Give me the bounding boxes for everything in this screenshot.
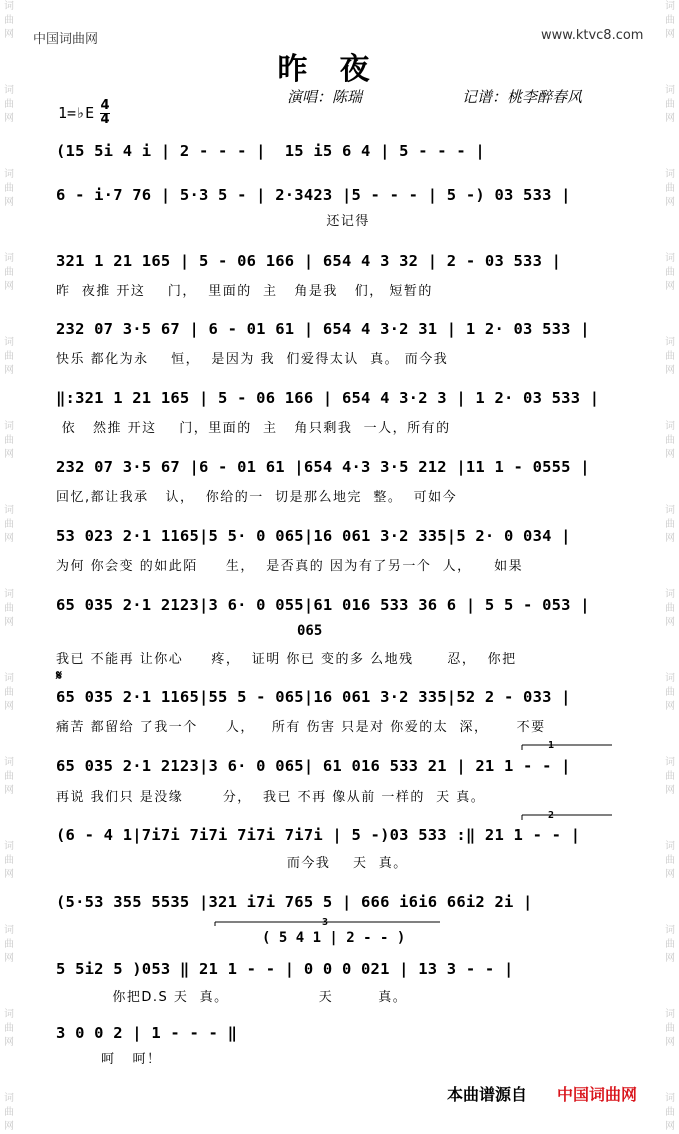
time-signature-bottom: 4 — [100, 112, 110, 127]
triplet-mark: 3 — [322, 917, 329, 928]
score-line-5: ‖:321 1 21 165 | 5 - 06 166 | 654 4 3·2 3 | 1 2· 03 533 | — [56, 389, 600, 407]
lyric-line-8: 我已 不能再 让你心 疼， 证明 你已 变的多 么地残 忍， 你把 — [56, 652, 517, 667]
lyric-line-3: 昨 夜推 开这 门， 里面的 主 角是我 们， 短暂的 — [56, 284, 433, 299]
score-line-4: 232 07 3·5 67 | 6 - 01 61 | 654 4 3·2 31 | 1 2· 03 533 | — [56, 320, 590, 338]
singer-credit: 演唱：陈瑞 — [287, 88, 363, 106]
score-line-12: (5·53 355 5535 |321 i7i 765 5 | 666 i6i6 66i2 2i | — [56, 893, 533, 911]
score-line-11: (6 - 4 1|7i7i 7i7i 7i7i 7i7i | 5 -)03 533 :‖ 21 1 - - | — [56, 826, 581, 844]
lyric-line-13: 你把D.S 天 真。 天 真。 — [56, 990, 408, 1005]
transcriber-credit: 记谱：桃李醉春风 — [462, 88, 583, 106]
lyric-line-11: 而今我 天 真。 — [56, 856, 408, 871]
watermark-right: 词 曲 网 词 曲 网 词 曲 网 词 曲 网 词 曲 网 词 曲 网 词 曲 网 词 曲 网 词 曲 网 词 曲 网 词 曲 网 词 曲 网 词 曲 网 词 曲 网 — [665, 1, 675, 1132]
site-url: www.ktvc8.com — [541, 28, 644, 43]
coda-sign: 𝄋 — [56, 668, 63, 684]
lyric-line-6: 回忆,都让我承 认， 你给的一 切是那么地完 整。 可如今 — [56, 490, 458, 505]
score-line-10: 65 035 2·1 2123|3 6· 0 065| 61 016 533 21 | 21 1 - - | — [56, 757, 571, 775]
site-name-header: 中国词曲网 — [33, 32, 99, 47]
volta-1-bracket — [522, 745, 612, 750]
score-line-7: 53 023 2·1 1165|5 5· 0 065|16 061 3·2 335|5 2· 0 034 | — [56, 527, 571, 545]
source-label: 本曲谱源自 — [447, 1085, 528, 1104]
song-title: 昨夜 — [277, 52, 402, 87]
volta-1-number: 1 — [548, 740, 555, 751]
time-signature-top: 4 — [100, 98, 110, 113]
lyric-line-2: 还记得 — [56, 214, 370, 229]
volta-2-number: 2 — [548, 810, 555, 821]
lyric-line-5: 依 然推 开这 门，里面的 主 角只剩我 一人，所有的 — [56, 421, 451, 436]
lyric-line-9: 痛苦 都留给 了我一个 人， 所有 伤害 只是对 你爱的太 深， 不要 — [56, 720, 546, 735]
score-line-9: 65 035 2·1 1165|55 5 - 065|16 061 3·2 335|52 2 - 033 | — [56, 688, 571, 706]
watermark-left: 词 曲 网 词 曲 网 词 曲 网 词 曲 网 词 曲 网 词 曲 网 词 曲 网 词 曲 网 词 曲 网 词 曲 网 词 曲 网 词 曲 网 词 曲 网 词 曲 网 — [4, 1, 14, 1132]
harmony-notes: 065 — [297, 623, 323, 639]
score-line-6: 232 07 3·5 67 |6 - 01 61 |654 4·3 3·5 212 |11 1 - 0555 | — [56, 458, 590, 476]
lyric-line-10: 再说 我们只 是没缘 分， 我已 不再 像从前 一样的 天 真。 — [56, 790, 486, 805]
score-line-2: 6 - i·7 76 | 5·3 5 - | 2·3423 |5 - - - | 5 -) 03 533 | — [56, 186, 571, 204]
score-line-13: 5 5i2 5 )053 ‖ 21 1 - - | 0 0 0 021 | 13 3 - - | — [56, 960, 514, 978]
volta-2-bracket — [522, 815, 612, 820]
source-site-link[interactable]: 中国词曲网 — [557, 1085, 638, 1104]
score-line-3: 321 1 21 165 | 5 - 06 166 | 654 4 3 32 | 2 - 03 533 | — [56, 252, 562, 270]
score-line-8: 65 035 2·1 2123|3 6· 0 055|61 016 533 36 6 | 5 5 - 053 | — [56, 596, 590, 614]
lyric-line-7: 为何 你会变 的如此陌 生， 是否真的 因为有了另一个 人， 如果 — [56, 559, 524, 574]
score-line-14: 3 0 0 2 | 1 - - - ‖ — [56, 1024, 238, 1042]
bass-bracket — [215, 922, 440, 926]
bass-line: ( 5 4 1 | 2 - - ) — [262, 930, 406, 946]
lyric-line-14: 呵 呵！ — [56, 1052, 162, 1067]
lyric-line-4: 快乐 都化为永 恒， 是因为 我 们爱得太认 真。 而今我 — [56, 352, 449, 367]
key-signature: 1=♭E — [58, 104, 95, 122]
score-line-1: (15 5i 4 i | 2 - - - | 15 i5 6 4 | 5 - - - | — [56, 142, 485, 160]
